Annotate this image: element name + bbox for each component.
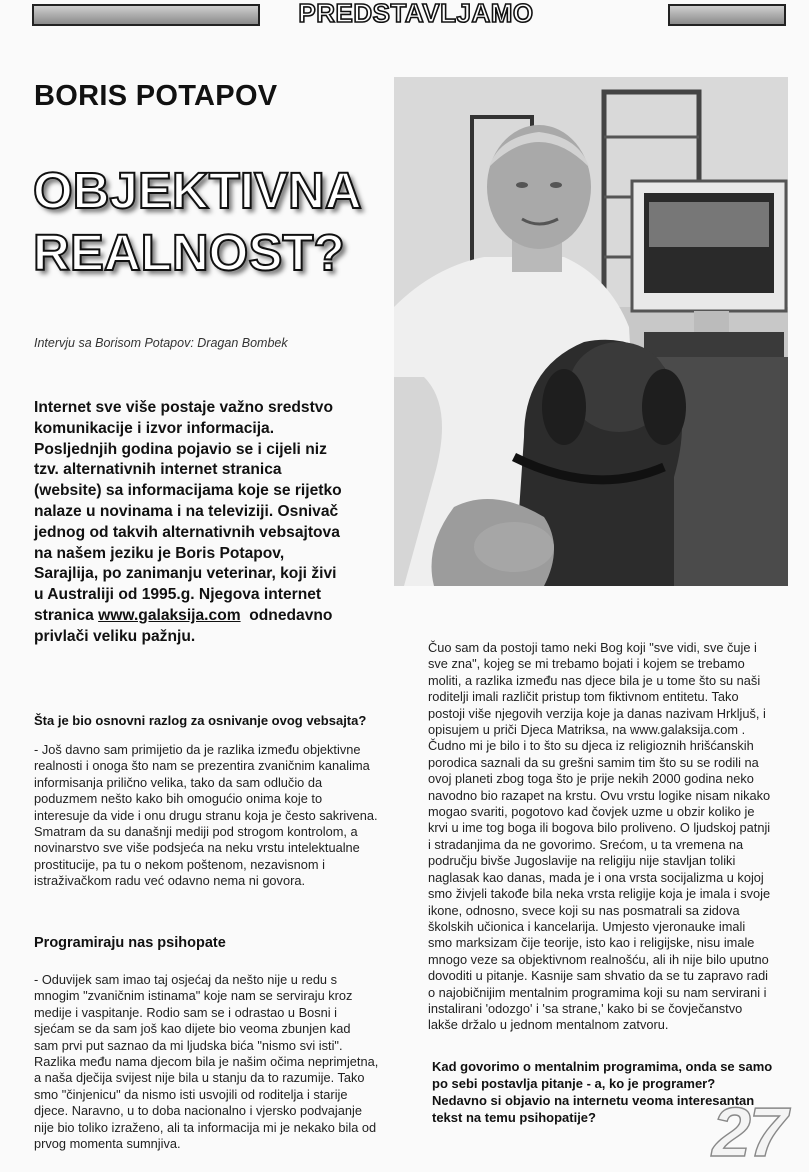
intro-line: Posljednjih godina pojavio se i cijeli niz [34,440,327,458]
intro-text: stranica [34,606,99,624]
answer-line: nije bio toliko izraženo, ali ta informacija mi je nekako bila od [34,1119,377,1135]
header-bar-right [668,4,786,26]
intro-line-link [34,606,386,627]
intro-line: privlači veliku pažnju. [34,627,196,645]
answer-line: informisanja prilično velika, tako da sam odlučio da [34,774,323,790]
intro-line: (website) sa informacijama koje se rijetko [34,482,342,500]
answer-line: - Oduvijek sam imao taj osjećaj da nešto nije u redu s [34,972,338,987]
answer-line: sve zna", kojeg se mi trebamo bojati i kojem se trebamo [428,656,745,672]
question-line: Kad govorimo o mentalnim programima, onda se samo [432,1059,773,1074]
answer-line: djece. Naravno, u to doba nacionalno i vjersko podvajanje [34,1103,362,1119]
answer-line: prvog momenta sumnjiva. [34,1136,181,1152]
answer-line: novinarstvo sve više podsjeća na neku vrstu intelektualne [34,840,360,856]
author-name: BORIS POTAPOV [34,80,278,112]
answer-line: smo živjeli takođe bila neka vrsta religije koja je imala i svoje [428,886,771,902]
answer-line: mogao svariti, pogotovo kad čovjek uzme u obzir koliko je [428,804,755,820]
question-line: Šta je bio osnovni razlog za osnivanje ovog vebsajta? [34,713,367,728]
page-number: 27 [712,1093,786,1171]
intro-line: Internet sve više postaje važno sredstvo [34,399,333,416]
answer-line: mnogim "zvaničnim istinama" koje nam se serviraju kroz [34,988,353,1004]
answer-line: smo marksizam čije teorije, isto kao i religijske, nisu imale [428,935,755,951]
question-line: tekst na temu psihopatije? [432,1110,596,1125]
answer-line: a naša dječija svijest nije bila u stanju da to razumije. Tako [34,1070,365,1086]
intro-line: u Australiji od 1995.g. Njegova internet [34,586,322,604]
answer-line: smo "činjenicu" da nismo isti usvojili od roditelja i starije [34,1086,348,1102]
answer-continued [428,640,770,1034]
byline: Intervju sa Borisom Potapov: Dragan Bombek [34,336,288,350]
author-photo [394,77,788,586]
intro-paragraph [34,398,386,648]
answer-line: krvi u ime tog boga ili bogova bilo proliveno. O ljudskoj patnji [428,820,771,836]
subheading: Programiraju nas psihopate [34,935,226,951]
answer-line: poduzmem nešto kako bih omogućio onima koje to [34,791,323,807]
question-1 [34,712,366,729]
answer-line: sam prvi put saznao da mi ljudska bića "nismo svi isti". [34,1037,343,1053]
answer-line: mnogo veze sa objektivnom realnošću, ali ih nije bilo uputno [428,951,769,967]
intro-text: odnedavno [240,606,333,624]
headline-line: OBJEKTIVNA [33,162,362,219]
answer-line: postoji više njegovih verzija koje ja danas nazivam Hrkljuš, i [428,705,766,721]
answer-line: Čuo sam da postoji tamo neki Bog koji "sve vidi, sve čuje i [428,640,757,655]
answer-line: porodica saznali da su grešni samim tim što su se rodili na [428,754,759,770]
answer-line: navodno bio razapet na krstu. Ovu vrstu logike nisam nikako [428,787,771,803]
answer-line: moliti, a razlika između nas djece bila je u tome što su naši [428,672,761,688]
website-link[interactable]: www.galaksija.com [98,606,241,624]
intro-line: jednog od takvih alternativnih vebsajtova [34,523,340,541]
intro-line: komunikacije i izvor informacija. [34,419,275,437]
question-line: po sebi postavlja pitanje - a, ko je programer? [432,1076,716,1091]
intro-line: nalaze u novinama i na televiziji. Osnivač [34,502,339,520]
intro-line: na našem jeziku je Boris Potapov, [34,544,285,562]
answer-line: ikone, odnosno, svece koji su nas posmatrali sa zidova [428,902,740,918]
section-label: PREDSTAVLJAMO [298,0,534,28]
answer-line: naglasak kao danas, mada je i ona vrsta socijalizma u kojoj [428,869,764,885]
answer-line: istraživačkom radu već odavno nema ni govora. [34,873,306,889]
answer-line: prostitucije, pa tu o nekom poštenom, nezavisnom i [34,856,325,872]
answer-2 [34,972,378,1152]
answer-line: roditelji imali različit pristup tom fiktivnom entitetu. Tako [428,689,739,705]
headline [33,160,393,284]
intro-line: tzv. alternativnih internet stranica [34,461,282,479]
answer-line: lakše držalo u jednom mentalnom zatvoru. [428,1017,669,1033]
answer-line: instalirani 'odozgo' i 'sa strane,' kako bi se čovječanstvo [428,1000,743,1016]
answer-line: dovoditi u pitanje. Kasnije sam shvatio da se tu zapravo radi [428,968,769,984]
answer-line: medije i vaspitanje. Rodio sam se i odrastao u Bosni i [34,1004,338,1020]
answer-line: i stradanjima da ne govorimo. Srećom, u ta vremena na [428,836,744,852]
answer-line: školskih učionica i kancelarija. Umjesto vjeronauke imali [428,918,746,934]
headline-line: REALNOST? [33,224,345,282]
answer-line: ovoj planeti zbog toga što je prije nekih 2000 godina neko [428,771,754,787]
answer-line: opisujem u priči Djeca Matriksa, na www.galaksija.com . [428,722,746,738]
answer-line: sjećam se da sam još kao dijete bio veoma zbunjen kad [34,1021,351,1037]
answer-line: o najobičnijim mentalnim programima koji su nam servirani i [428,984,767,1000]
answer-line: području bivše Jugoslavije na religiju nije stavljan toliki [428,853,736,869]
answer-line: interesuje da vide i onu drugu stranu koja je često sakrivena. [34,807,378,823]
answer-line: Čudno mi je bilo i to što su djeca iz religioznih hrišćanskih [428,738,754,754]
answer-line: Smatram da su današnji mediji pod strogom kontrolom, a [34,824,358,840]
answer-line: realnosti i onoga što nam se prezentira zvaničnim kanalima [34,758,370,774]
answer-line: - Još davno sam primijetio da je razlika između objektivne [34,742,361,757]
header-bar-left [32,4,260,26]
answer-1 [34,742,378,890]
answer-line: Razlika među nama djecom bila je našim očima neprimjetna, [34,1054,379,1070]
question-line: Nedavno si objavio na internetu veoma interesantan [432,1093,755,1108]
intro-line: Sarajlija, po zanimanju veterinar, koji živi [34,565,337,583]
